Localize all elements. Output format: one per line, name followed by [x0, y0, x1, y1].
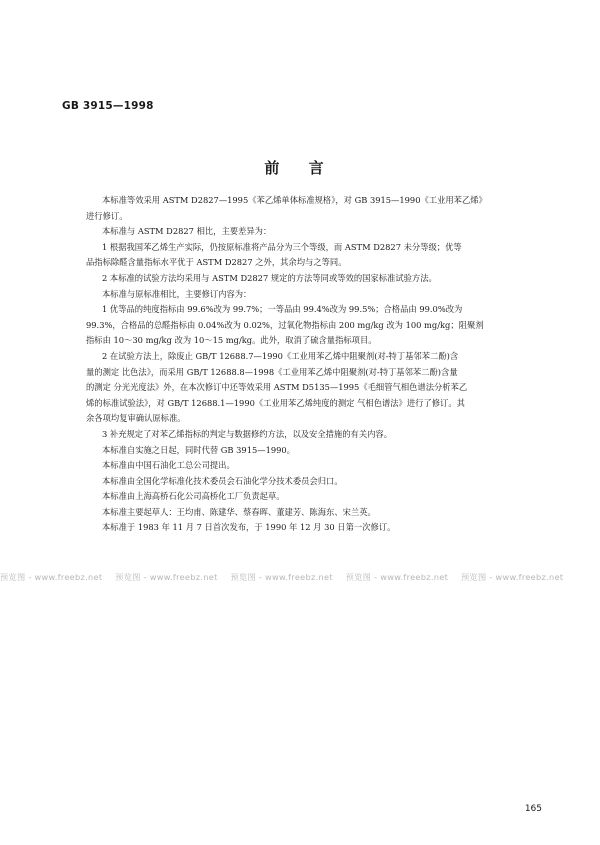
paragraph-line: 1 优等品的纯度指标由 99.6%改为 99.7%；一等品由 99.4%改为 99.5%；合格品由 99.0%改为 [102, 304, 463, 315]
paragraph-line: 量的测定 比色法》，而采用 GB/T 12688.8—1998《工业用苯乙烯中阻聚剂(对-特丁基邻苯二酚)含量 [86, 366, 458, 377]
standard-code: GB 3915—1998 [62, 100, 154, 112]
watermark-text: 预览图 - www.freebz.net [230, 572, 333, 582]
watermark-text: 预览图 - www.freebz.net [345, 572, 449, 582]
page-number: 165 [524, 804, 542, 814]
paragraph-line: 2 本标准的试验方法均采用与 ASTM D2827 规定的方法等同或等效的国家标准试验方法。 [102, 272, 437, 283]
page-title: 前 言 [264, 159, 336, 177]
paragraph-line: 的测定 分光光度法》外，在本次修订中还等效采用 ASTM D5135—1995《毛细管气相色谱法分析苯乙 [86, 382, 468, 393]
watermark-text: 预览图 - www.freebz.net [461, 572, 564, 582]
paragraph-line: 本标准与原标准相比，主要修订内容为： [102, 288, 252, 299]
paragraph-line: 本标准等效采用 ASTM D2827—1995《苯乙烯单体标准规格》，对 GB 3915—1990《工业用苯乙烯》 [102, 195, 487, 205]
watermark-text: 预览图 - www.freebz.net [0, 572, 103, 582]
paragraph-line: 1 根据我国苯乙烯生产实际，仍按原标准将产品分为三个等级，而 ASTM D2827 未分等级；优等 [102, 241, 462, 252]
paragraph-line: 指标由 10～30 mg/kg 改为 10～15 mg/kg。此外，取消了硫含量指标项目。 [86, 335, 377, 346]
watermark-strip [0, 572, 600, 584]
paragraph-line: 烯的标准试验法》，对 GB/T 12688.1—1990《工业用苯乙烯纯度的测定 气相色谱法》进行了修订。其 [86, 397, 465, 408]
paragraph-line: 品指标除醛含量指标水平优于 ASTM D2827 之外，其余均与之等同。 [86, 257, 347, 268]
paragraph-line: 本标准主要起草人：王均甫、陈建华、蔡春晖、董建芳、陈海东、宋兰英。 [102, 506, 376, 517]
paragraph-line: 3 补充规定了对苯乙烯指标的判定与数据修约方法，以及安全措施的有关内容。 [102, 428, 393, 439]
paragraph-line: 余各项均复审确认原标准。 [86, 413, 186, 424]
watermark-text: 预览图 - www.freebz.net [115, 572, 218, 582]
paragraph-line: 本标准于 1983 年 11 月 7 日首次发布，于 1990 年 12 月 30 日第一次修订。 [102, 522, 396, 533]
paragraph-line: 本标准与 ASTM D2827 相比，主要差异为： [102, 226, 272, 237]
paragraph-line: 本标准自实施之日起，同时代替 GB 3915—1990。 [102, 444, 295, 455]
paragraph-line: 本标准由上海高桥石化公司高桥化工厂负责起草。 [102, 491, 285, 502]
paragraph-line: 进行修订。 [86, 210, 128, 221]
foreword-body [86, 193, 546, 536]
paragraph-line: 99.3%，合格品的总醛指标由 0.04%改为 0.02%，过氧化物指标由 200 mg/kg 改为 100 mg/kg；阻聚剂 [86, 319, 484, 330]
paragraph-line: 2 在试验方法上，除废止 GB/T 12688.7—1990《工业用苯乙烯中阻聚剂(对-特丁基邻苯二酚)含 [102, 350, 459, 361]
paragraph-line: 本标准由中国石油化工总公司提出。 [102, 460, 235, 471]
paragraph-line: 本标准由全国化学标准化技术委员会石油化学分技术委员会归口。 [102, 475, 343, 486]
